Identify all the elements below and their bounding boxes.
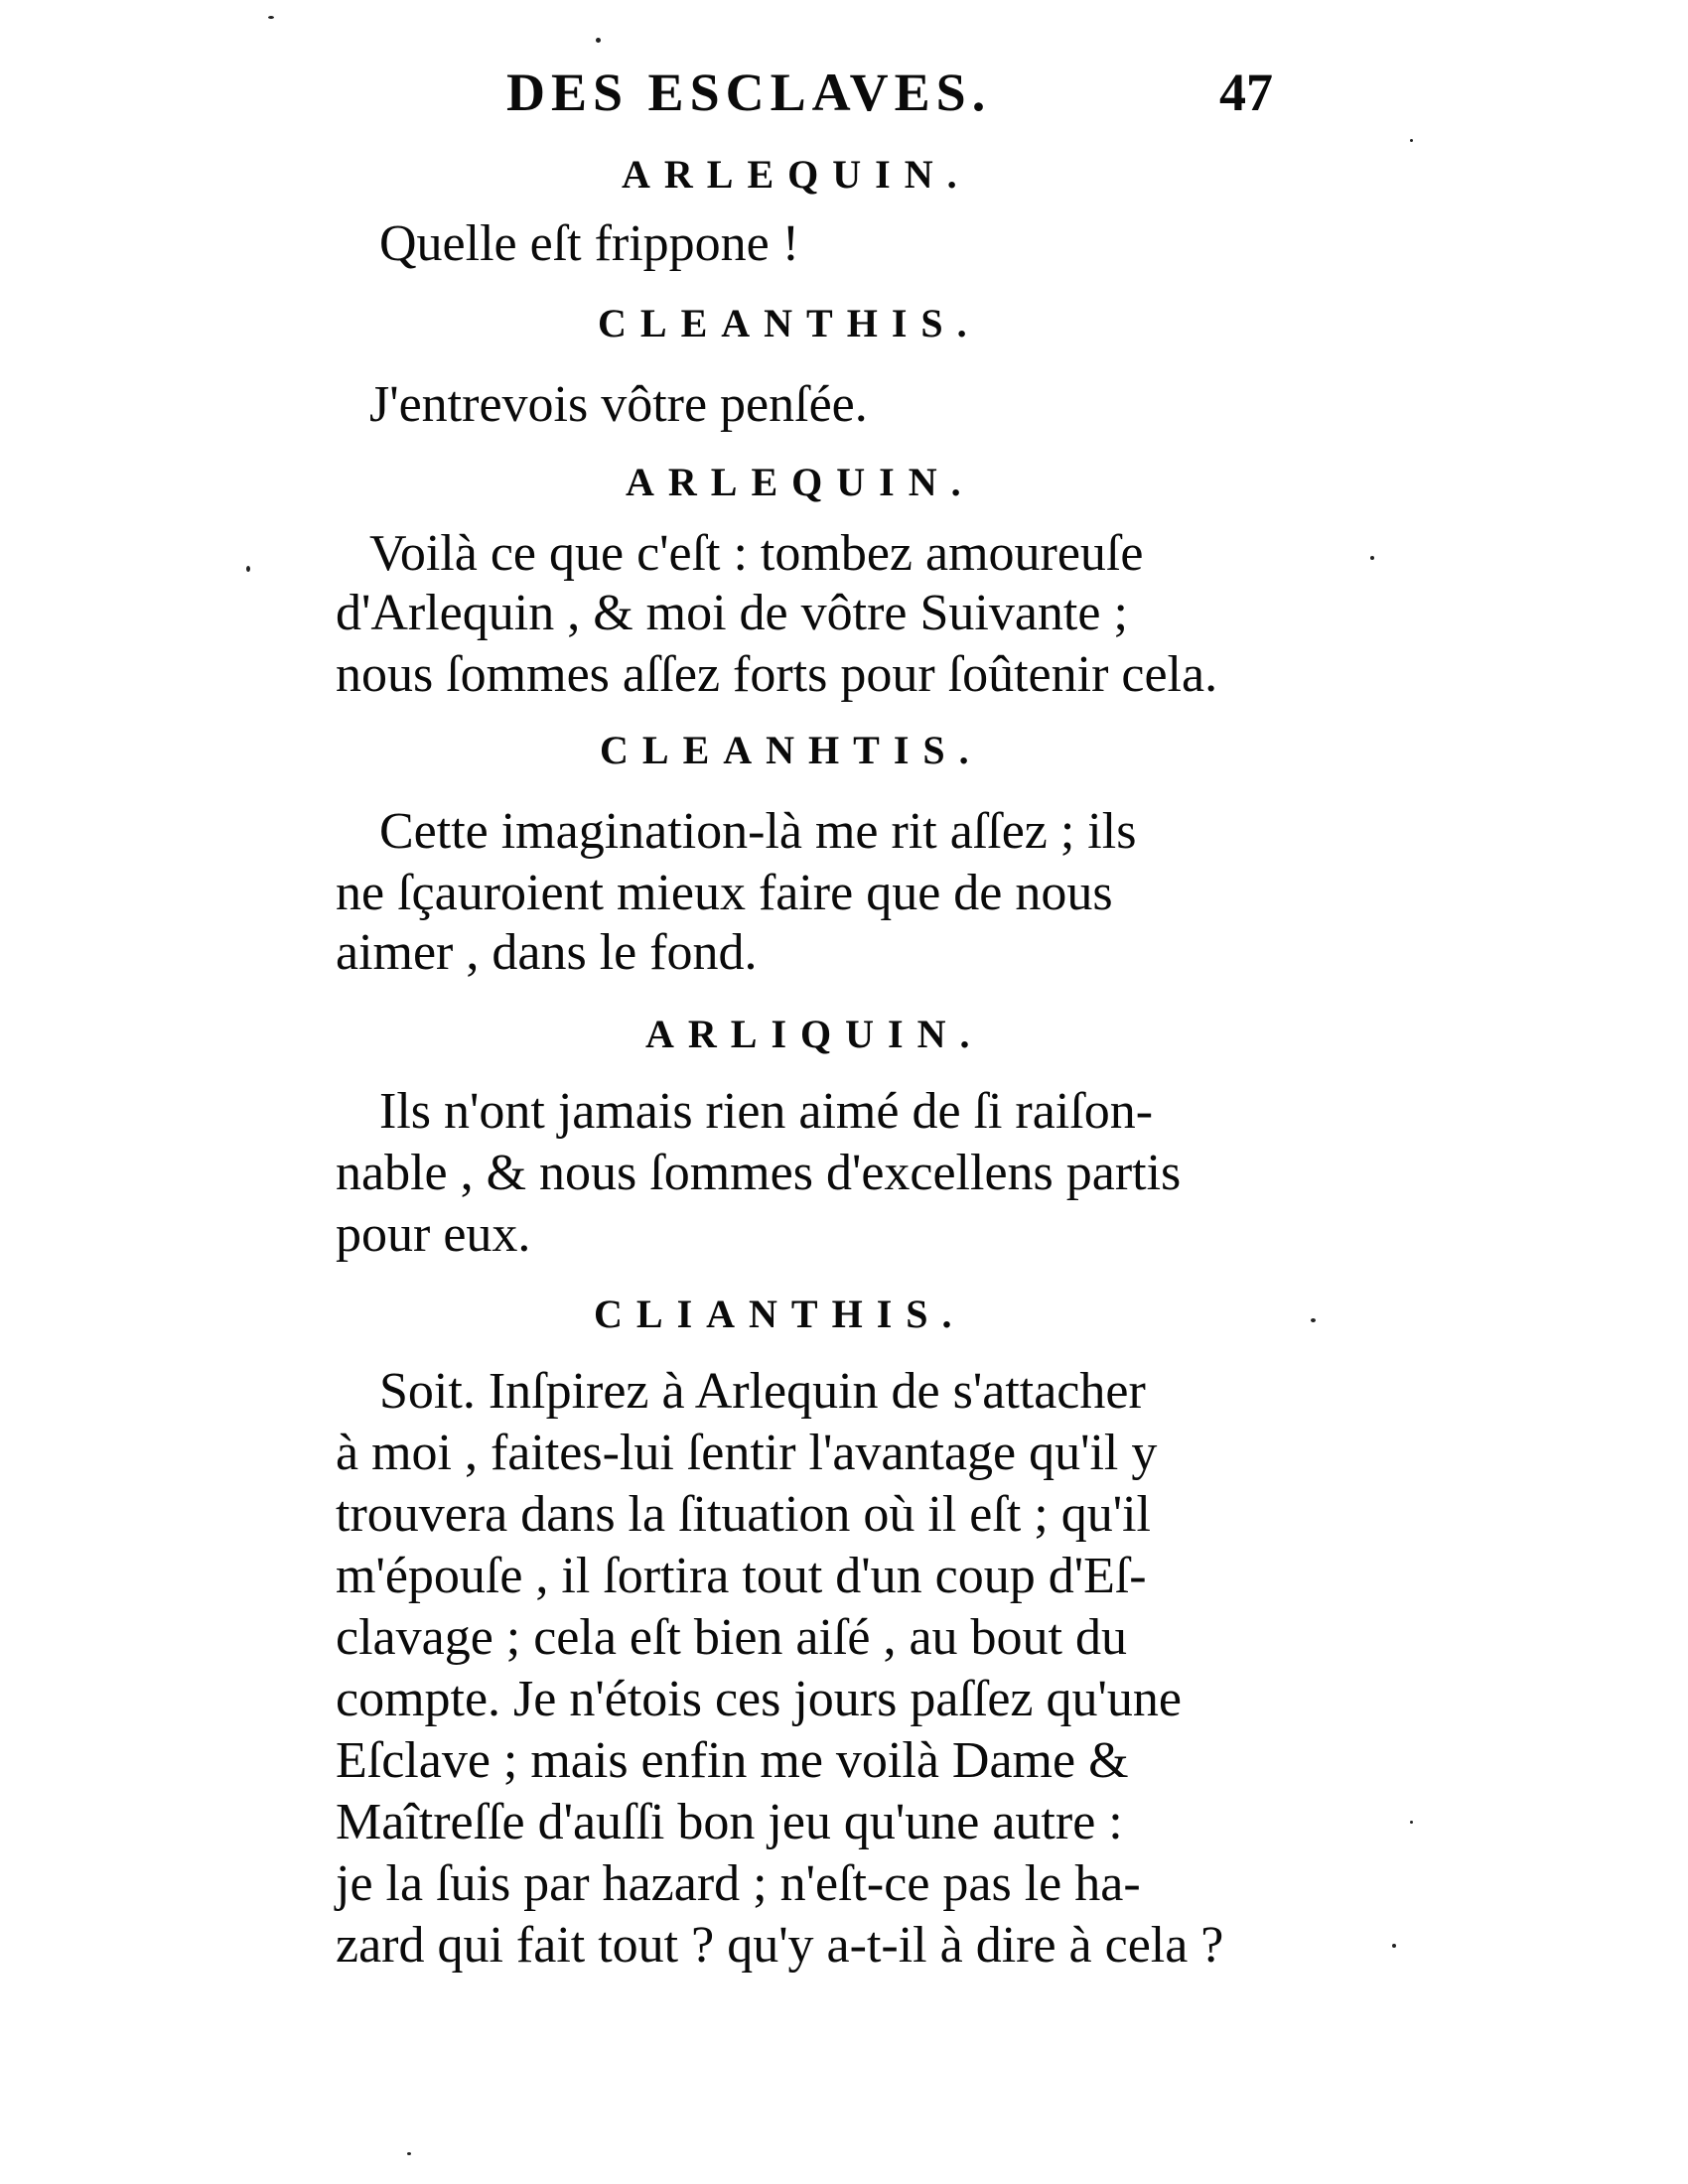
text-line: Quelle eſt frippone ! xyxy=(379,215,800,272)
scan-speck xyxy=(596,38,601,43)
text-line: ne ſçauroient mieux faire que de nous xyxy=(336,865,1113,921)
scan-speck xyxy=(1311,1318,1316,1322)
text-line: nable , & nous ſommes d'excellens partis xyxy=(336,1145,1182,1201)
text-line: zard qui fait tout ? qu'y a-t-il à dire à cela ? xyxy=(336,1917,1224,1974)
scan-speck xyxy=(1410,139,1413,142)
page-number: 47 xyxy=(1219,63,1273,122)
text-line: trouvera dans la ſituation où il eſt ; qu'il xyxy=(336,1486,1151,1543)
text-line: nous ſommes aſſez forts pour ſoûtenir cela. xyxy=(336,646,1218,703)
running-title: DES ESCLAVES. xyxy=(506,63,992,122)
text-line: Cette imagination-là me rit aſſez ; ils xyxy=(379,803,1137,860)
speaker-name: ARLIQUIN. xyxy=(645,1012,984,1056)
text-line: Soit. Inſpirez à Arlequin de s'attacher xyxy=(379,1363,1146,1420)
text-line: compte. Je n'étois ces jours paſſez qu'une xyxy=(336,1671,1182,1727)
speaker-name: ARLEQUIN. xyxy=(626,460,975,504)
scan-speck xyxy=(407,2152,411,2155)
text-line: je la ſuis par hazard ; n'eſt-ce pas le ha- xyxy=(336,1855,1141,1912)
text-line: aimer , dans le fond. xyxy=(336,924,758,981)
text-line: Ils n'ont jamais rien aimé de ſi raiſon- xyxy=(379,1083,1154,1140)
text-line: Maîtreſſe d'auſſi bon jeu qu'une autre : xyxy=(336,1794,1123,1850)
scan-speck xyxy=(1410,1821,1413,1824)
text-line: J'entrevois vôtre penſée. xyxy=(369,376,868,433)
scan-speck xyxy=(1392,1944,1396,1948)
speaker-name: ARLEQUIN. xyxy=(622,152,971,197)
text-line: d'Arlequin , & moi de vôtre Suivante ; xyxy=(336,585,1128,641)
text-line: Eſclave ; mais enfin me voilà Dame & xyxy=(336,1732,1129,1789)
text-line: Voilà ce que c'eſt : tombez amoureuſe xyxy=(369,525,1144,582)
scan-speck xyxy=(246,566,250,572)
speaker-name: CLIANTHIS. xyxy=(594,1292,966,1336)
text-line: clavage ; cela eſt bien aiſé , au bout du xyxy=(336,1609,1127,1666)
scan-speck xyxy=(1370,556,1374,560)
text-line: m'épouſe , il ſortira tout d'un coup d'Eſ- xyxy=(336,1548,1147,1604)
scan-speck xyxy=(268,16,274,19)
speaker-name: CLEANTHIS. xyxy=(598,301,981,345)
text-line: à moi , faites-lui ſentir l'avantage qu'il y xyxy=(336,1425,1158,1481)
text-line: pour eux. xyxy=(336,1206,531,1263)
speaker-name: CLEANHTIS. xyxy=(600,728,983,772)
